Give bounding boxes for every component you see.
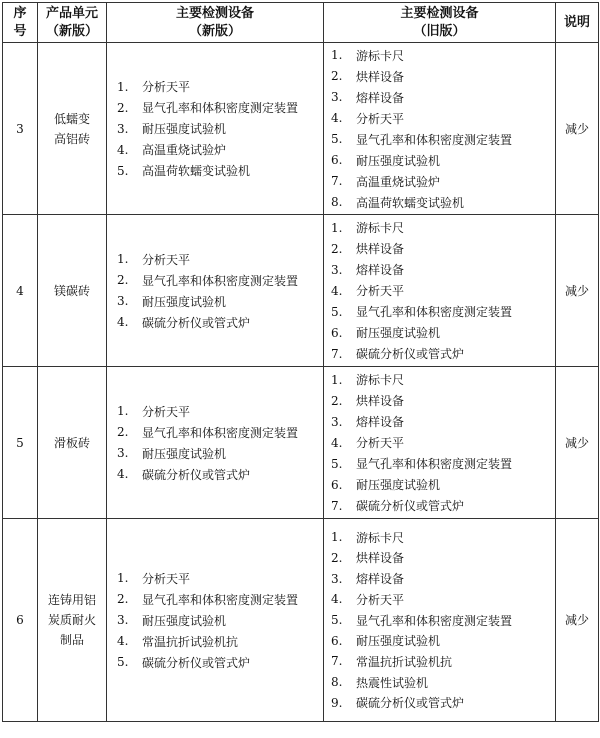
item-number: 1. [331, 530, 343, 545]
table-row [3, 215, 599, 367]
header-seq-line: 号 [13, 23, 27, 39]
list-item [117, 568, 323, 589]
list-item [331, 108, 555, 129]
item-name: 显气孔率和体积密度测定装置 [142, 425, 299, 440]
list-item [117, 76, 323, 97]
header-unit-line: 产品单元 [45, 5, 98, 21]
list-item [117, 249, 323, 270]
seq-cell: 3 [3, 43, 38, 215]
item-name: 分析天平 [142, 252, 191, 267]
item-number: 7. [331, 346, 343, 361]
header-old-line: （旧版） [413, 23, 466, 39]
item-name: 分析天平 [356, 436, 405, 450]
item-name: 耐压强度试验机 [356, 326, 441, 340]
item-name: 高温重烧试验炉 [356, 174, 441, 189]
old-equipment-cell [324, 519, 556, 722]
item-number: 1. [117, 252, 129, 266]
old-equipment-cell [324, 215, 556, 367]
list-item [117, 610, 323, 631]
item-name: 碳硫分析仪或管式炉 [356, 347, 465, 361]
table-row [3, 519, 599, 722]
list-item [117, 118, 323, 139]
item-name: 高温荷软蠕变试验机 [356, 195, 465, 210]
item-name: 游标卡尺 [356, 530, 405, 545]
item-name: 烘样设备 [356, 242, 405, 256]
item-name: 碳硫分析仪或管式炉 [142, 655, 251, 670]
item-name: 分析天平 [356, 111, 405, 126]
item-name: 高温荷软蠕变试验机 [142, 164, 251, 178]
list-item [117, 139, 323, 160]
item-number: 4. [331, 111, 343, 125]
list-item [331, 171, 555, 192]
list-item [117, 160, 323, 181]
item-number: 6. [331, 477, 343, 492]
item-number: 1. [117, 571, 129, 585]
note-cell: 减少 [556, 367, 599, 519]
table-row [3, 43, 599, 215]
table-row [3, 367, 599, 519]
note-cell: 减少 [556, 519, 599, 722]
item-name: 碳硫分析仪或管式炉 [356, 696, 465, 711]
item-name: 耐压强度试验机 [142, 122, 227, 136]
list-item [331, 343, 555, 364]
item-number: 2. [117, 425, 129, 439]
list-item [331, 630, 555, 651]
list-item [331, 548, 555, 569]
item-number: 2. [331, 69, 343, 83]
item-name: 耐压强度试验机 [142, 294, 227, 309]
header-new-line: （新版） [188, 23, 241, 39]
list-item [117, 443, 323, 464]
unit-line: 镁碳砖 [53, 283, 90, 298]
item-number: 3. [117, 613, 129, 627]
list-item [331, 610, 555, 631]
item-name: 熔样设备 [356, 572, 405, 587]
list-item [331, 129, 555, 150]
note-cell: 减少 [556, 43, 599, 215]
item-number: 4. [331, 592, 343, 607]
old-equipment-cell [324, 43, 556, 215]
header-note: 说明 [556, 3, 599, 43]
item-number: 8. [331, 675, 343, 690]
seq-cell: 4 [3, 215, 38, 367]
header-seq-line: 序 [13, 5, 27, 21]
new-equipment-cell [107, 215, 324, 367]
unit-cell [38, 215, 107, 367]
item-number: 2. [117, 592, 129, 606]
list-item [331, 453, 555, 474]
unit-line: 高铝砖 [53, 131, 90, 146]
item-name: 常温抗折试验机抗 [356, 654, 453, 669]
item-number: 1. [117, 404, 129, 418]
item-number: 2. [331, 393, 343, 408]
list-item [331, 474, 555, 495]
item-name: 游标卡尺 [356, 373, 405, 387]
item-name: 耐压强度试验机 [356, 634, 441, 649]
item-number: 5. [331, 456, 343, 471]
item-number: 2. [331, 241, 343, 256]
header-new-equipment [107, 3, 324, 43]
item-name: 游标卡尺 [356, 48, 405, 63]
list-item [331, 192, 555, 213]
note-cell: 减少 [556, 215, 599, 367]
list-item [331, 432, 555, 453]
item-number: 9. [331, 695, 343, 710]
item-name: 显气孔率和体积密度测定装置 [356, 457, 513, 471]
item-name: 耐压强度试验机 [356, 478, 441, 492]
item-number: 6. [331, 633, 343, 648]
list-item [331, 495, 555, 516]
list-item [117, 422, 323, 443]
equipment-comparison-table [2, 2, 599, 722]
new-equipment-cell [107, 367, 324, 519]
item-number: 3. [331, 262, 343, 277]
item-number: 8. [331, 195, 343, 209]
header-new-line: 主要检测设备 [175, 5, 254, 21]
list-item [331, 217, 555, 238]
list-item [117, 464, 323, 485]
item-number: 5. [331, 304, 343, 319]
item-number: 4. [117, 634, 129, 648]
list-item [331, 692, 555, 713]
item-name: 分析天平 [142, 404, 191, 419]
item-name: 显气孔率和体积密度测定装置 [142, 592, 299, 607]
item-number: 3. [117, 121, 129, 136]
item-number: 7. [331, 174, 343, 188]
list-item [331, 66, 555, 87]
unit-line: 低蠕变 [53, 111, 90, 126]
seq-cell: 5 [3, 367, 38, 519]
item-name: 分析天平 [142, 571, 191, 586]
item-name: 烘样设备 [356, 394, 405, 408]
unit-line: 制品 [59, 633, 84, 647]
item-number: 7. [331, 654, 343, 669]
item-name: 显气孔率和体积密度测定装置 [142, 273, 299, 288]
item-number: 1. [117, 79, 129, 94]
item-number: 2. [331, 550, 343, 565]
item-name: 烘样设备 [356, 551, 405, 566]
item-name: 显气孔率和体积密度测定装置 [356, 613, 513, 628]
list-item [331, 150, 555, 171]
list-item [331, 238, 555, 259]
item-number: 1. [331, 220, 343, 235]
item-name: 显气孔率和体积密度测定装置 [356, 305, 513, 319]
item-name: 游标卡尺 [356, 221, 405, 235]
unit-line: 滑板砖 [53, 435, 90, 450]
item-number: 5. [117, 655, 129, 669]
item-name: 耐压强度试验机 [356, 153, 441, 168]
unit-line: 炭质耐火 [47, 613, 96, 627]
item-number: 3. [331, 414, 343, 429]
header-unit-line: （新版） [45, 23, 98, 39]
list-item [331, 87, 555, 108]
item-number: 3. [117, 446, 129, 460]
seq-cell: 6 [3, 519, 38, 722]
header-old-line: 主要检测设备 [400, 5, 479, 21]
unit-line: 连铸用铝 [47, 593, 96, 607]
item-number: 1. [331, 48, 343, 62]
item-name: 耐压强度试验机 [142, 613, 227, 628]
item-number: 4. [117, 315, 129, 329]
unit-cell [38, 519, 107, 722]
item-number: 4. [117, 142, 129, 157]
item-name: 烘样设备 [356, 69, 405, 84]
list-item [117, 631, 323, 652]
list-item [331, 390, 555, 411]
list-item [117, 589, 323, 610]
unit-cell [38, 43, 107, 215]
item-name: 碳硫分析仪或管式炉 [142, 315, 251, 330]
item-name: 碳硫分析仪或管式炉 [142, 467, 251, 482]
list-item [331, 672, 555, 693]
item-number: 4. [117, 467, 129, 481]
list-item [331, 301, 555, 322]
item-number: 1. [331, 372, 343, 387]
item-number: 3. [331, 90, 343, 104]
list-item [331, 589, 555, 610]
list-item [331, 651, 555, 672]
item-number: 4. [331, 435, 343, 450]
item-number: 3. [331, 571, 343, 586]
item-name: 分析天平 [356, 284, 405, 298]
list-item [117, 97, 323, 118]
item-number: 2. [117, 273, 129, 287]
item-number: 7. [331, 498, 343, 513]
item-name: 常温抗折试验机抗 [142, 634, 239, 649]
item-number: 2. [117, 100, 129, 115]
list-item [117, 270, 323, 291]
item-name: 热震性试验机 [356, 675, 429, 690]
list-item [117, 291, 323, 312]
header-old-equipment [324, 3, 556, 43]
list-item [331, 322, 555, 343]
header-row [3, 3, 599, 43]
list-item [117, 652, 323, 673]
item-number: 3. [117, 294, 129, 308]
item-number: 6. [331, 325, 343, 340]
item-name: 熔样设备 [356, 263, 405, 277]
list-item [117, 312, 323, 333]
item-number: 5. [117, 163, 129, 178]
old-equipment-cell [324, 367, 556, 519]
item-name: 显气孔率和体积密度测定装置 [142, 101, 299, 115]
item-name: 碳硫分析仪或管式炉 [356, 499, 465, 513]
header-unit [38, 3, 107, 43]
item-number: 5. [331, 132, 343, 146]
list-item [331, 45, 555, 66]
item-number: 4. [331, 283, 343, 298]
item-name: 高温重烧试验炉 [142, 143, 227, 157]
list-item [331, 259, 555, 280]
list-item [117, 401, 323, 422]
list-item [331, 527, 555, 548]
item-name: 耐压强度试验机 [142, 446, 227, 461]
list-item [331, 411, 555, 432]
item-name: 分析天平 [356, 592, 405, 607]
item-name: 熔样设备 [356, 90, 405, 105]
list-item [331, 280, 555, 301]
header-seq [3, 3, 38, 43]
new-equipment-cell [107, 519, 324, 722]
list-item [331, 568, 555, 589]
new-equipment-cell [107, 43, 324, 215]
unit-cell [38, 367, 107, 519]
item-name: 分析天平 [142, 80, 191, 94]
item-number: 5. [331, 613, 343, 627]
item-name: 熔样设备 [356, 415, 405, 429]
item-name: 显气孔率和体积密度测定装置 [356, 132, 513, 147]
list-item [331, 369, 555, 390]
item-number: 6. [331, 153, 343, 167]
